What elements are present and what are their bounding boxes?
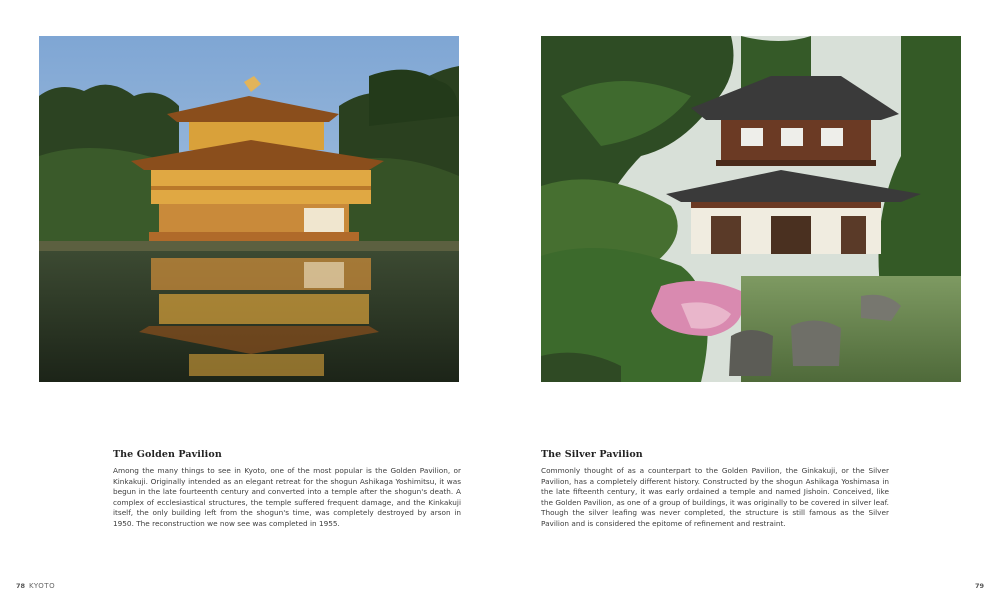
caption-body: Commonly thought of as a counterpart to the Golden Pavilion, the Ginkakuji, or the Silver Pavilion, has a completely different history. Constructed by the shogun Ashikaga Yoshimasa in the late fifteenth century, it was early ordained a temple and named Jishoin. Conceived, like the Golden Pavilion, as one of a group of buildings, it was originally to be covered in silver leaf. Though the silver leafing was never completed, the structure is still famous as the Silver Pavilion and is considered the epitome of refinement and restraint. — [541, 466, 889, 528]
caption-body: Among the many things to see in Kyoto, one of the most popular is the Golden Pavilion, or Kinkakuji. Originally intended as an elegant retreat for the shogun Ashikaga Yoshimitsu, it was begun in the late fourteenth century and converted into a temple after the shogun's death. A complex of ecclesiastical structures, the temple suffered frequent damage, and the Kinkakuji itself, the only building left from the shogun's time, was completely destroyed by arson in 1950. The reconstruction we now see was completed in 1955. — [113, 466, 461, 528]
golden-pavilion-photo — [39, 36, 459, 382]
left-folio — [16, 582, 55, 590]
section-label: KYOTO — [29, 582, 56, 590]
page-number: 78 — [16, 582, 26, 590]
silver-pavilion-caption — [541, 449, 889, 530]
silver-pavilion-photo — [541, 36, 961, 382]
golden-pavilion-caption — [113, 449, 461, 530]
page-number: 79 — [974, 582, 984, 590]
right-folio — [975, 582, 984, 590]
caption-title: The Golden Pavilion — [113, 449, 222, 460]
caption-title: The Silver Pavilion — [541, 449, 643, 460]
